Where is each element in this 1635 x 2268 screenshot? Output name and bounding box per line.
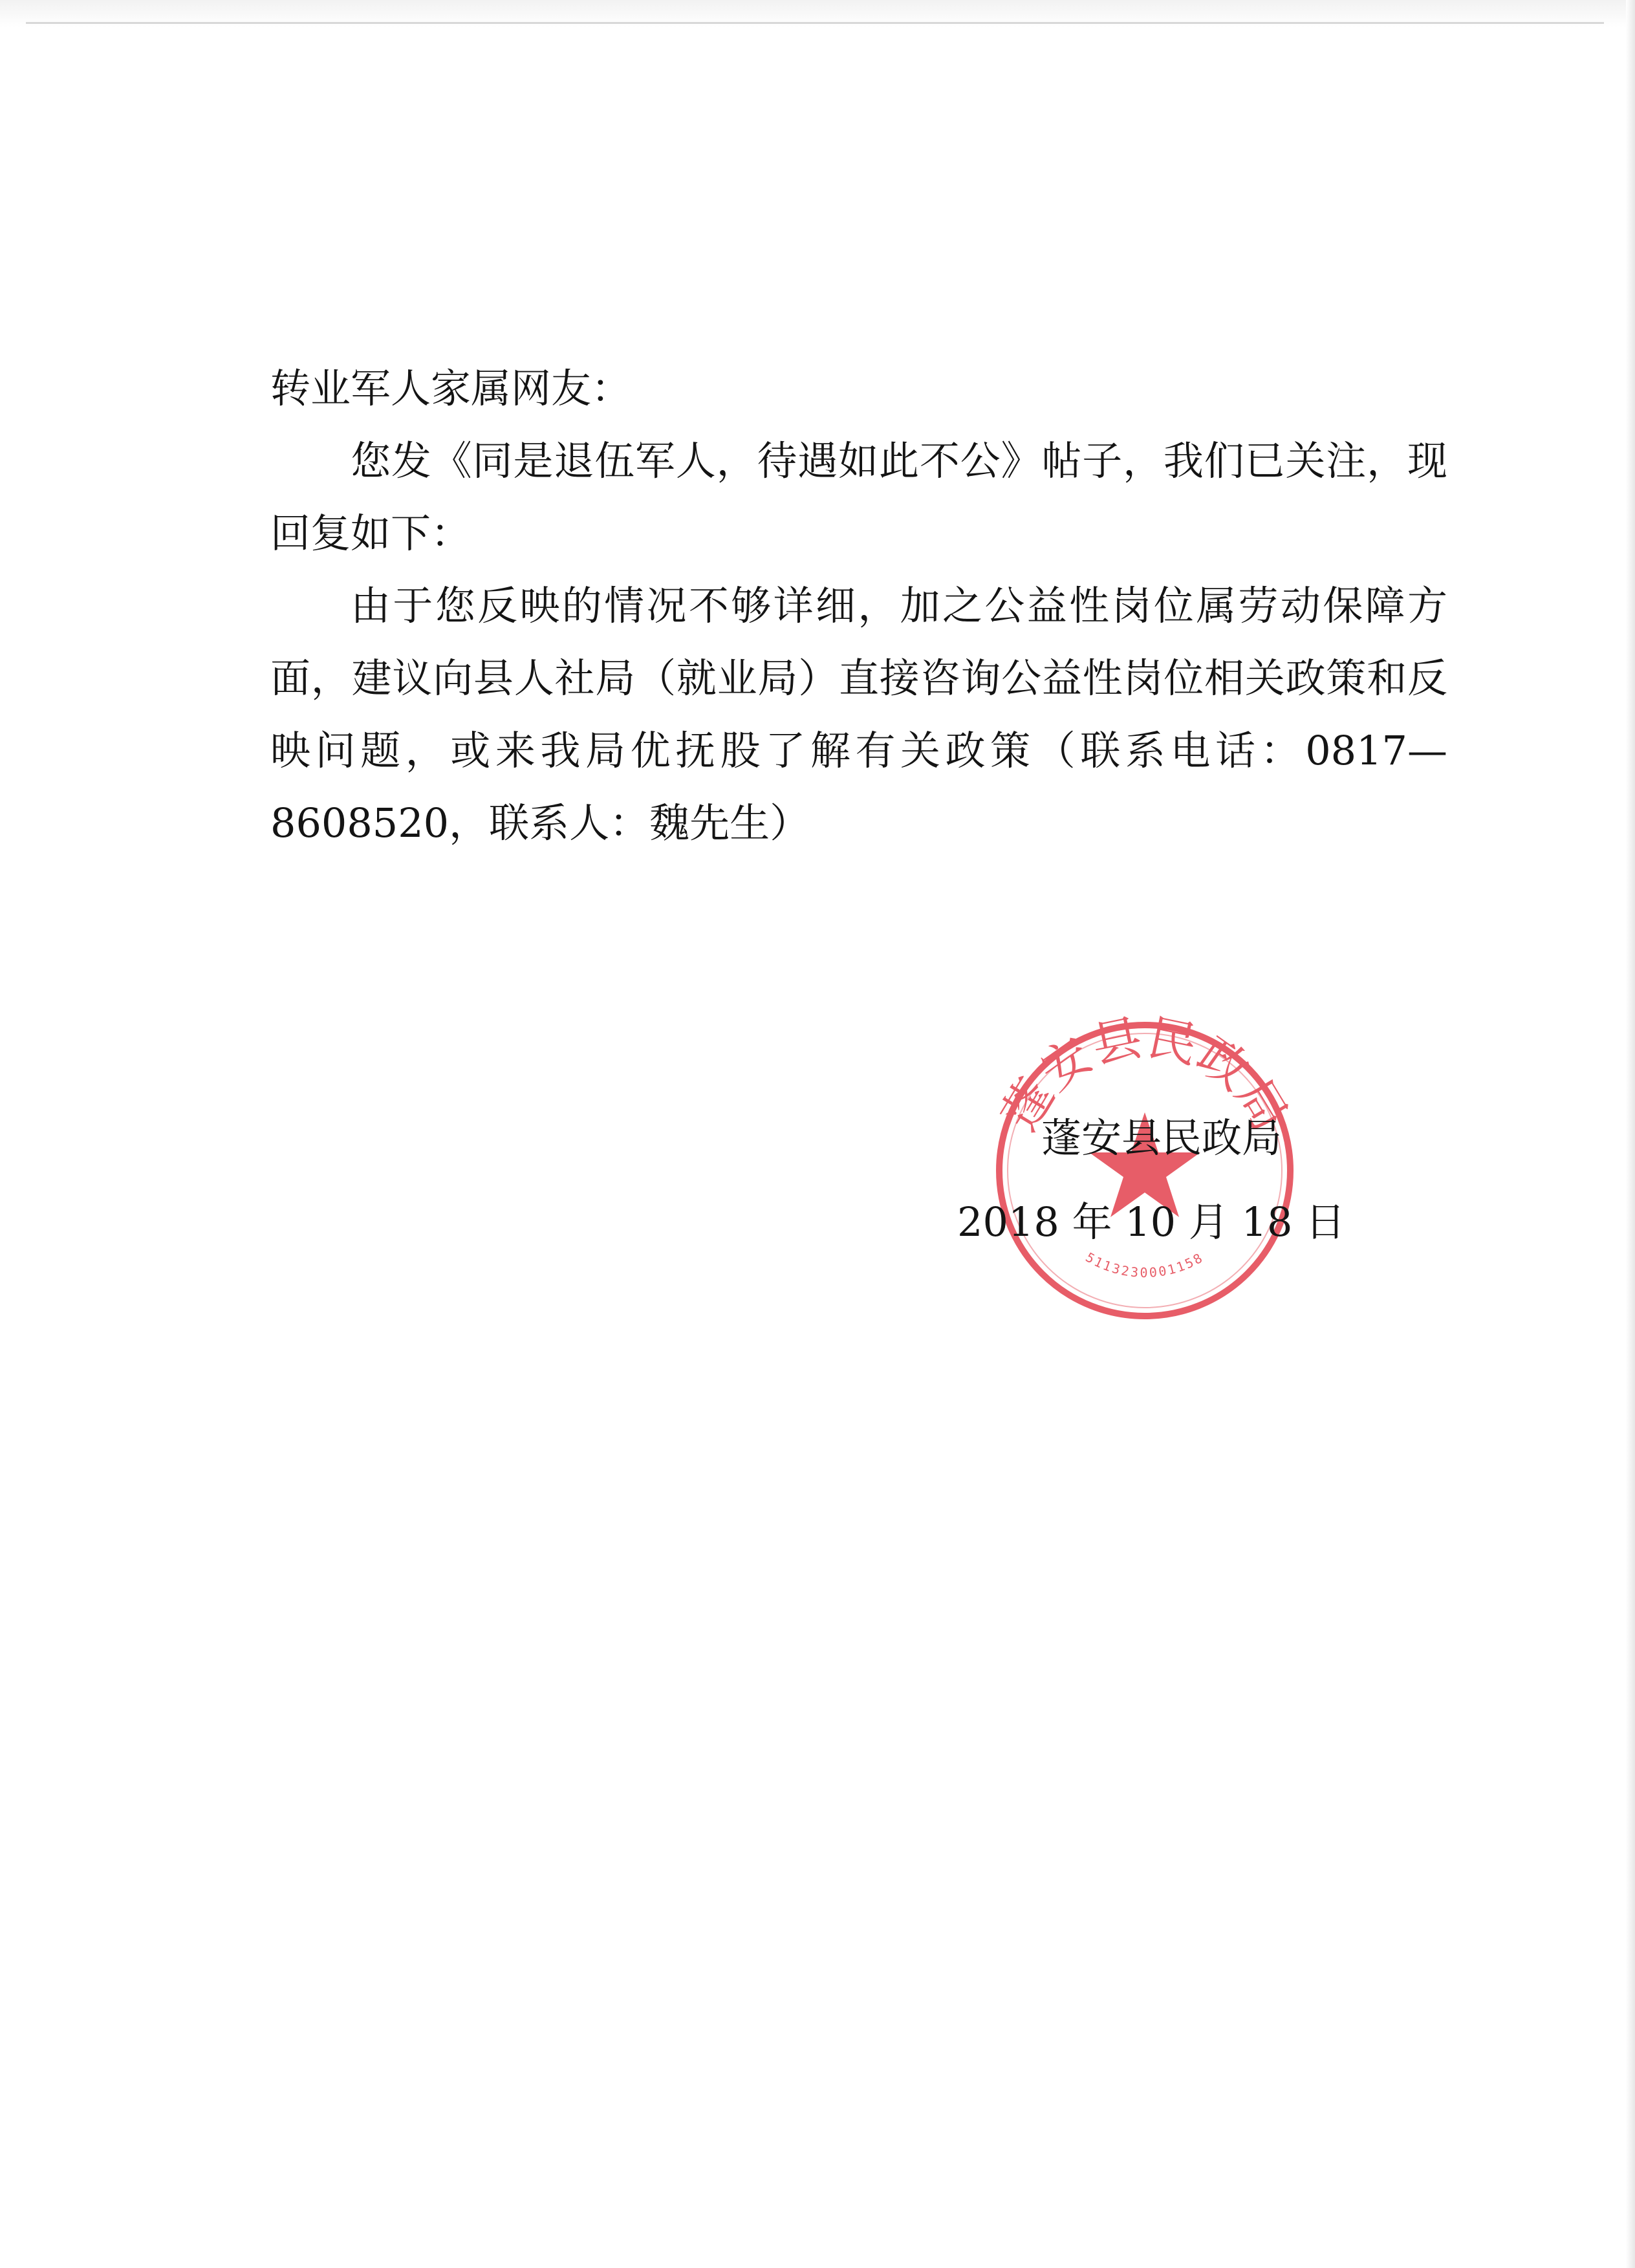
letter-body: [270, 352, 1447, 859]
scan-edge-line: [26, 22, 1604, 24]
signature-block: [957, 1096, 1410, 1264]
paragraph-acknowledgement: 您发《同是退伍军人，待遇如此不公》帖子，我们已关注，现回复如下：: [270, 437, 1447, 557]
signature-date: 2018 年 10 月 18 日: [957, 1198, 1346, 1246]
paragraph-reply: 由于您反映的情况不够详细，加之公益性岗位属劳动保障方面，建议向县人社局（就业局）直接咨询公益性岗位相关政策和反映问题，或来我局优抚股了解有关政策（联系电话：0817—8608520，联系人：魏先生）: [270, 582, 1447, 847]
seal-arc-text: 蓬安县民政局: [990, 1009, 1299, 1141]
seal-serial-number: 5113230001158: [1083, 1249, 1207, 1280]
scan-right-edge: [1626, 0, 1635, 2268]
salutation: 转业军人家属网友：: [270, 365, 632, 412]
signature-organization: 蓬安县民政局: [1041, 1114, 1283, 1161]
